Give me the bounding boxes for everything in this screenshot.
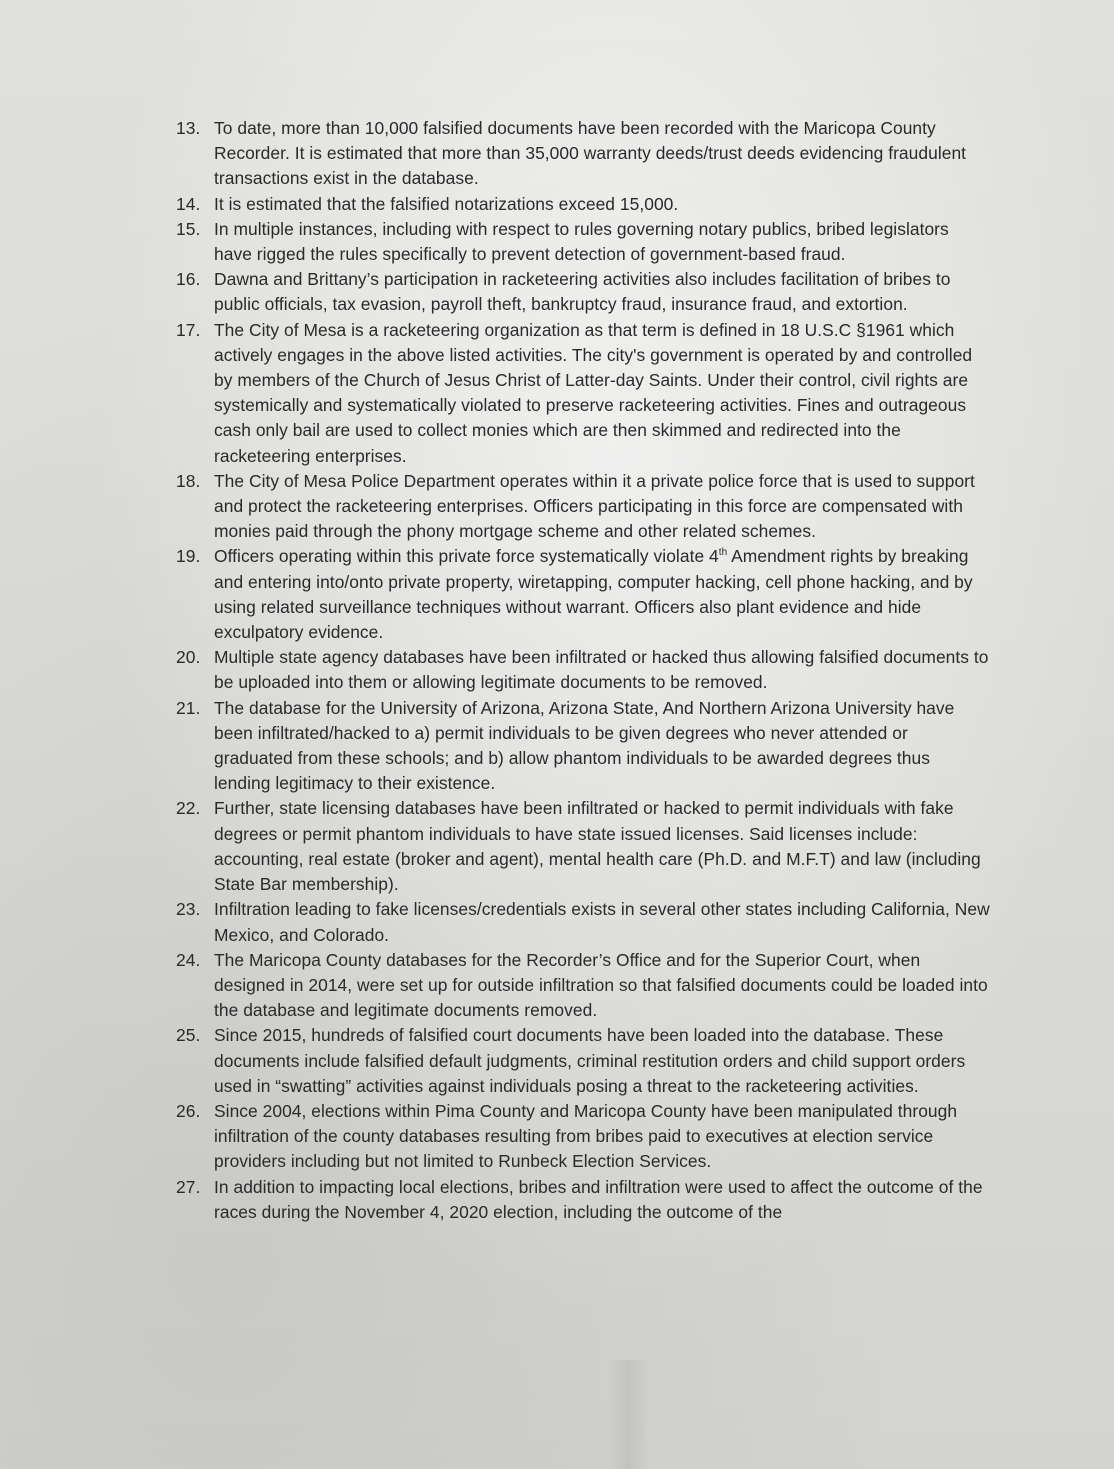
numbered-list <box>160 116 990 1225</box>
item-number: 18. <box>176 470 201 491</box>
list-item <box>160 192 990 217</box>
item-text: The database for the University of Arizona, Arizona State, And Northern Arizona University have been infiltrated/hacked to a) permit individuals to be given degrees who never attended or graduated from these schools; and b) allow phantom individuals to be awarded degrees thus lending legitimacy to their existence. <box>214 697 955 794</box>
item-text <box>214 544 990 645</box>
item-text: Multiple state agency databases have been infiltrated or hacked thus allowing falsified documents to be uploaded into them or allowing legitimate documents to be removed. <box>214 647 989 693</box>
item-text-after: Amendment rights by breaking and entering into/onto private property, wiretapping, computer hacking, cell phone hacking, and by using related surveillance techniques without warrant. Officers also plant evidence and hide exculpatory evidence. <box>214 546 973 643</box>
list-item <box>160 217 990 267</box>
item-number: 17. <box>176 319 201 340</box>
item-number: 23. <box>176 899 201 920</box>
list-item <box>160 116 990 192</box>
list-item <box>160 318 990 469</box>
list-item <box>160 469 990 545</box>
item-text: Since 2015, hundreds of falsified court documents have been loaded into the database. These documents include falsified default judgments, criminal restitution orders and child support orders used in “swatting” activities against individuals posing a threat to the racketeering activities. <box>214 1025 966 1096</box>
item-number: 15. <box>176 218 201 239</box>
list-item <box>160 544 990 645</box>
item-number: 22. <box>176 798 201 819</box>
item-number: 16. <box>176 269 201 290</box>
item-number: 27. <box>176 1176 201 1197</box>
item-number: 20. <box>176 647 201 668</box>
item-text: It is estimated that the falsified notarizations exceed 15,000. <box>214 193 679 214</box>
item-number: 21. <box>176 697 201 718</box>
item-text: To date, more than 10,000 falsified documents have been recorded with the Maricopa County Recorder. It is estimated that more than 35,000 warranty deeds/trust deeds evidencing fraudulent transactions exist in the database. <box>214 118 967 189</box>
item-text-before: Officers operating within this private force systematically violate 4 <box>214 546 719 567</box>
list-item <box>160 696 990 797</box>
item-number: 26. <box>176 1100 201 1121</box>
list-item <box>160 948 990 1024</box>
item-text: Infiltration leading to fake licenses/credentials exists in several other states including California, New Mexico, and Colorado. <box>214 899 990 945</box>
paper-crease <box>608 1360 648 1469</box>
list-item <box>160 1175 990 1225</box>
item-text: Further, state licensing databases have been infiltrated or hacked to permit individuals with fake degrees or permit phantom individuals to have state issued licenses. Said licenses include: accounting, real estate (broker and agent), mental health care (Ph.D. and M.F.T) and law (including State Bar membership). <box>214 798 981 895</box>
item-number: 25. <box>176 1025 201 1046</box>
list-item <box>160 1023 990 1099</box>
ordinal-suffix: th <box>718 547 728 559</box>
list-item <box>160 267 990 317</box>
item-text: Dawna and Brittany’s participation in racketeering activities also includes facilitation of bribes to public officials, tax evasion, payroll theft, bankruptcy fraud, insurance fraud, and extortion. <box>214 269 951 315</box>
item-text: Since 2004, elections within Pima County and Maricopa County have been manipulated through infiltration of the county databases resulting from bribes paid to executives at election service providers including but not limited to Runbeck Election Services. <box>214 1100 958 1172</box>
item-number: 14. <box>176 193 201 214</box>
item-text: The City of Mesa is a racketeering organization as that term is defined in 18 U.S.C §1961 which actively engages in the above listed activities. The city's government is operated by and controlled by members of the Church of Jesus Christ of Latter-day Saints. Under their control, civil rights are systemically and systematically violated to preserve racketeering activities. Fines and outrageous cash only bail are used to collect monies which are then skimmed and redirected into the racketeering enterprises. <box>214 319 973 466</box>
list-item <box>160 897 990 947</box>
item-text: The City of Mesa Police Department operates within it a private police force that is used to support and protect the racketeering enterprises. Officers participating in this force are compensated with monies paid through the phony mortgage scheme and other related schemes. <box>214 470 975 542</box>
item-number: 19. <box>176 546 201 567</box>
item-text: In multiple instances, including with respect to rules governing notary publics, bribed legislators have rigged the rules specifically to prevent detection of government-based fraud. <box>214 218 949 265</box>
item-text: In addition to impacting local elections, bribes and infiltration were used to affect the outcome of the races during the November 4, 2020 election, including the outcome of the <box>214 1176 983 1222</box>
item-number: 24. <box>176 949 201 970</box>
list-item <box>160 1099 990 1175</box>
item-number: 13. <box>176 118 201 138</box>
item-text: The Maricopa County databases for the Recorder’s Office and for the Superior Court, when designed in 2014, were set up for outside infiltration so that falsified documents could be loaded into the database and legitimate documents removed. <box>214 949 988 1021</box>
list-item <box>160 796 990 897</box>
list-item <box>160 645 990 695</box>
